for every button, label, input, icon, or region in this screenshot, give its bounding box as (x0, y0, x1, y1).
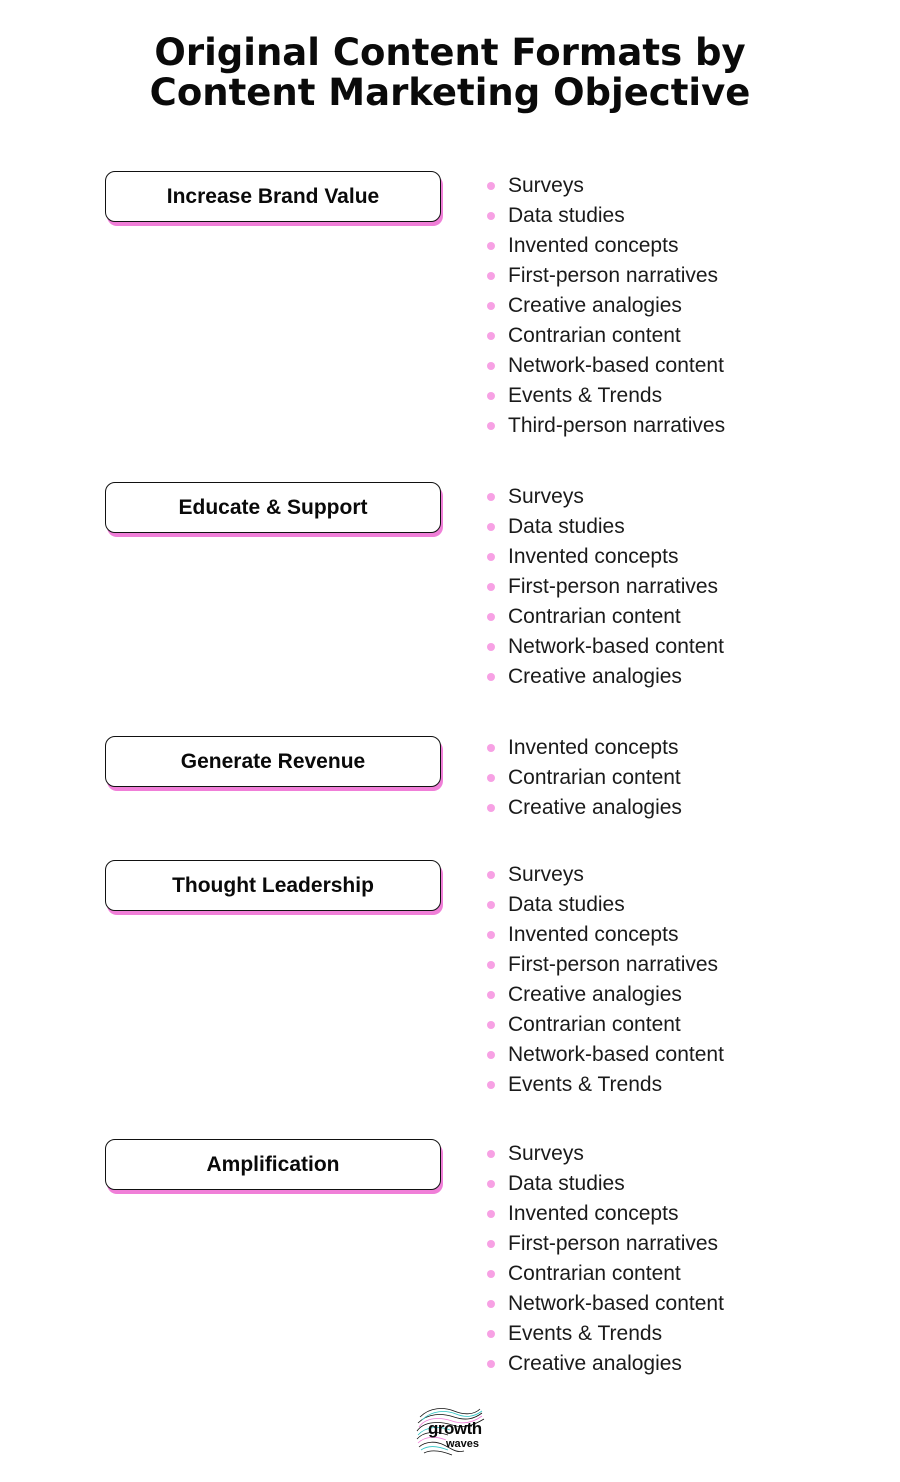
format-list (486, 171, 725, 441)
list-item: Creative analogies (486, 793, 682, 823)
bullet-dot-icon (487, 991, 495, 999)
list-item: Surveys (486, 1139, 724, 1169)
bullet-dot-icon (487, 242, 495, 250)
bullet-dot-icon (487, 1180, 495, 1188)
objective-box: Educate & Support (105, 482, 441, 533)
bullet-dot-icon (487, 272, 495, 280)
list-item: Data studies (486, 512, 724, 542)
title-line-1: Original Content Formats by (154, 31, 746, 74)
list-item: Contrarian content (486, 321, 725, 351)
list-item: First-person narratives (486, 261, 725, 291)
list-item: First-person narratives (486, 1229, 724, 1259)
list-item: Surveys (486, 860, 724, 890)
logo-word-1: growth (428, 1419, 482, 1438)
format-list (486, 482, 724, 692)
bullet-dot-icon (487, 774, 495, 782)
list-item: Network-based content (486, 351, 725, 381)
bullet-dot-icon (487, 332, 495, 340)
bullet-dot-icon (487, 583, 495, 591)
bullet-dot-icon (487, 613, 495, 621)
objective-box: Thought Leadership (105, 860, 441, 911)
list-item: Data studies (486, 890, 724, 920)
bullet-dot-icon (487, 212, 495, 220)
bullet-dot-icon (487, 553, 495, 561)
page-title (0, 33, 900, 113)
format-list (486, 1139, 724, 1379)
bullet-dot-icon (487, 182, 495, 190)
bullet-dot-icon (487, 901, 495, 909)
list-item: Creative analogies (486, 662, 724, 692)
list-item: Surveys (486, 171, 725, 201)
bullet-dot-icon (487, 362, 495, 370)
list-item: Invented concepts (486, 1199, 724, 1229)
bullet-dot-icon (487, 523, 495, 531)
bullet-dot-icon (487, 961, 495, 969)
bullet-dot-icon (487, 1300, 495, 1308)
bullet-dot-icon (487, 871, 495, 879)
list-item: Third-person narratives (486, 411, 725, 441)
list-item: Invented concepts (486, 231, 725, 261)
bullet-dot-icon (487, 422, 495, 430)
format-list (486, 733, 682, 823)
growth-waves-logo (412, 1405, 492, 1457)
list-item: Contrarian content (486, 1010, 724, 1040)
title-line-2: Content Marketing Objective (149, 71, 751, 114)
bullet-dot-icon (487, 1330, 495, 1338)
list-item: Surveys (486, 482, 724, 512)
list-item: Network-based content (486, 1040, 724, 1070)
bullet-dot-icon (487, 931, 495, 939)
list-item: Invented concepts (486, 542, 724, 572)
bullet-dot-icon (487, 1081, 495, 1089)
list-item: Events & Trends (486, 1070, 724, 1100)
list-item: Events & Trends (486, 381, 725, 411)
bullet-dot-icon (487, 302, 495, 310)
objective-box: Increase Brand Value (105, 171, 441, 222)
bullet-dot-icon (487, 1270, 495, 1278)
bullet-dot-icon (487, 1150, 495, 1158)
objective-box: Amplification (105, 1139, 441, 1190)
list-item: Contrarian content (486, 1259, 724, 1289)
list-item: Contrarian content (486, 763, 682, 793)
list-item: Creative analogies (486, 980, 724, 1010)
bullet-dot-icon (487, 493, 495, 501)
list-item: Creative analogies (486, 291, 725, 321)
list-item: Events & Trends (486, 1319, 724, 1349)
list-item: Data studies (486, 201, 725, 231)
logo-word-2: waves (446, 1438, 480, 1450)
list-item: Invented concepts (486, 733, 682, 763)
bullet-dot-icon (487, 392, 495, 400)
bullet-dot-icon (487, 673, 495, 681)
bullet-dot-icon (487, 1240, 495, 1248)
objective-box: Generate Revenue (105, 736, 441, 787)
bullet-dot-icon (487, 1360, 495, 1368)
bullet-dot-icon (487, 744, 495, 752)
list-item: Network-based content (486, 632, 724, 662)
list-item: Data studies (486, 1169, 724, 1199)
bullet-dot-icon (487, 1021, 495, 1029)
list-item: Creative analogies (486, 1349, 724, 1379)
bullet-dot-icon (487, 804, 495, 812)
list-item: First-person narratives (486, 572, 724, 602)
list-item: Invented concepts (486, 920, 724, 950)
list-item: Network-based content (486, 1289, 724, 1319)
list-item: Contrarian content (486, 602, 724, 632)
bullet-dot-icon (487, 1051, 495, 1059)
format-list (486, 860, 724, 1100)
bullet-dot-icon (487, 1210, 495, 1218)
list-item: First-person narratives (486, 950, 724, 980)
bullet-dot-icon (487, 643, 495, 651)
